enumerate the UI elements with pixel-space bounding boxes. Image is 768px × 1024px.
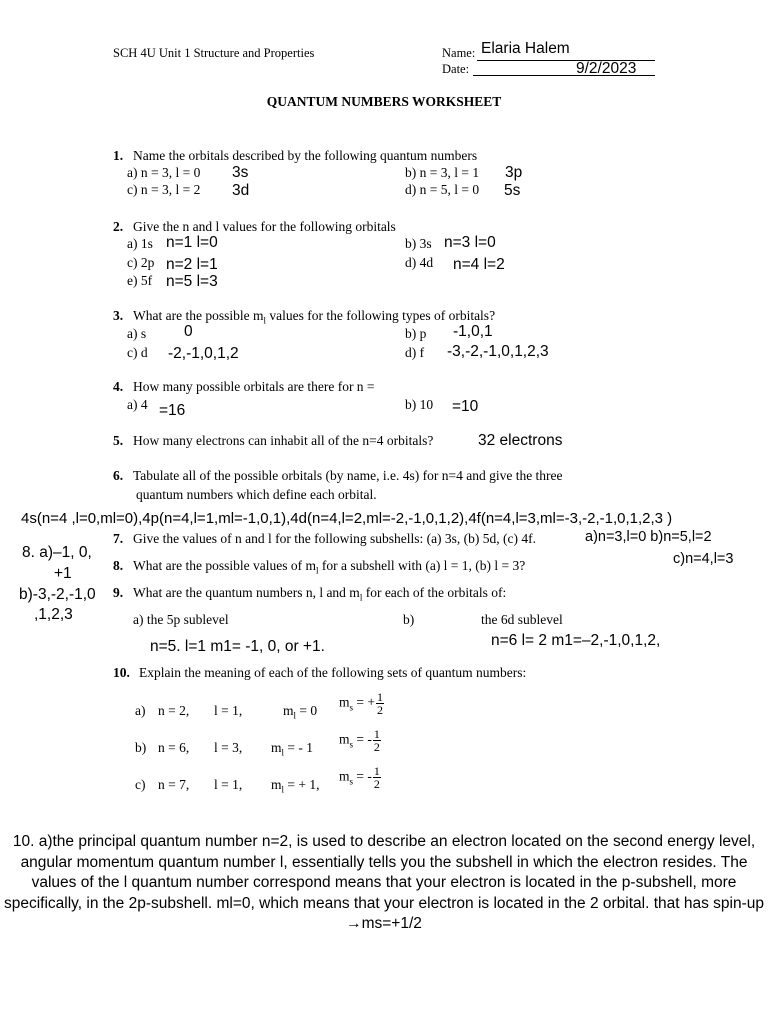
q1-a-answer: 3s [232,164,249,181]
q5-answer: 32 electrons [478,432,563,449]
q9-b-label: b) [403,612,415,627]
q2-b-answer: n=3 l=0 [444,234,496,251]
q8-answer-b1: b)-3,-2,-1,0 [19,586,96,603]
q1-b: b) n = 3, l = 1 [405,165,480,180]
q3-a: a) s [127,326,147,341]
q2-e: e) 5f [127,273,153,288]
q4-a-answer: =16 [159,402,186,419]
q2-e-answer: n=5 l=3 [166,273,218,290]
q4-text: How many possible orbitals are there for n = [133,379,375,394]
q1-c: c) n = 3, l = 2 [127,182,201,197]
q10-row-c: c) n = 7, l = 1, $m_l$ = + 1, $m_s$ = - $\frac{1}{2}$ [135,764,380,795]
date-value: 9/2/2023 [576,60,637,77]
q7-text: Give the values of n and l for the following subshells: (a) 3s, (b) 5d, (c) 4f. [133,531,537,546]
q7-answer-1: a)n=3,l=0 b)n=5,l=2 [585,529,712,545]
q3-number: 3. [113,308,124,323]
q1-b-answer: 3p [505,164,523,181]
q3-text: What are the possible $m_l$ values for the following types of orbitals? [133,308,496,326]
worksheet-title: QUANTUM NUMBERS WORKSHEET [266,94,502,109]
q6-line2: quantum numbers which define each orbital. [136,487,377,502]
q3-b: b) p [405,326,427,341]
q10-text: Explain the meaning of each of the following sets of quantum numbers: [139,665,527,680]
q10-number: 10. [113,665,130,680]
q3-c-answer: -2,-1,0,1,2 [168,345,239,362]
q6-line1: Tabulate all of the possible orbitals (by name, i.e. 4s) for n=4 and give the three [133,468,563,483]
q4-number: 4. [113,379,124,394]
q9-a: a) the 5p sublevel [133,612,229,627]
q10-row-b: b) n = 6, l = 3, $m_l$ = - 1 $m_s$ = - $\frac{1}{2}$ [135,727,380,758]
q10-answer-paragraph: 10. a)the principal quantum number n=2, is used to describe an electron located on the second energy level, angular momentum quantum number l, essentially tells you the subshell in which the electron resides. The values of the l quantum number correspond means that your electron is located in the p-subshell, more specifically, in the 2p-subshell. ml=0, which means that your electron is located in the 2 orbital. that has spin-up →ms=+1/2 [3,833,765,932]
q1-c-answer: 3d [232,182,250,199]
q2-b: b) 3s [405,236,432,251]
q3-d: d) f [405,345,425,360]
q2-d-answer: n=4 l=2 [453,256,505,273]
q10-row-a: a) n = 2, l = 1, $m_l = 0$ $m_s$ = + $\frac{1}{2}$ [135,690,384,721]
q5-text: How many electrons can inhabit all of the n=4 orbitals? [133,433,434,448]
q2-text: Give the n and l values for the following orbitals [133,219,396,234]
q8-text: What are the possible values of $m_l$ for a subshell with (a) l = 1, (b) l = 3? [133,558,526,576]
q8-answer-b2: ,1,2,3 [34,606,73,623]
q2-a-answer: n=1 l=0 [166,234,218,251]
q1-number: 1. [113,148,124,163]
q8-answer-a1: 8. a)–1, 0, [22,544,92,561]
q9-a-answer: n=5. l=1 m1= -1, 0, or +1. [150,638,325,655]
q2-a: a) 1s [127,236,153,251]
q1-d: d) n = 5, l = 0 [405,182,480,197]
q4-b: b) 10 [405,397,434,412]
q7-answer-2: c)n=4,l=3 [673,551,734,567]
q1-text: Name the orbitals described by the following quantum numbers [133,148,478,163]
date-label: Date: [442,62,470,76]
q9-b-text: the 6d sublevel [481,612,563,627]
q3-b-answer: -1,0,1 [453,323,493,340]
q1-a: a) n = 3, l = 0 [127,165,201,180]
q1-d-answer: 5s [504,182,521,199]
q8-number: 8. [113,558,124,573]
q7-number: 7. [113,531,124,546]
q4-b-answer: =10 [452,398,479,415]
q9-b-answer: n=6 l= 2 m1=–2,-1,0,1,2, [491,632,661,649]
q2-number: 2. [113,219,124,234]
q6-number: 6. [113,468,124,483]
course-header: SCH 4U Unit 1 Structure and Properties [113,46,315,60]
q3-d-answer: -3,-2,-1,0,1,2,3 [447,343,549,360]
name-value: Elaria Halem [481,40,570,57]
q2-d: d) 4d [405,255,434,270]
q6-answer: 4s(n=4 ,l=0,ml=0),4p(n=4,l=1,ml=-1,0,1),4d(n=4,l=2,ml=-2,-1,0,1,2),4f(n=4,l=3,ml=-3,-2,-1,0,1,2,3 ) [21,510,673,527]
q2-c-answer: n=2 l=1 [166,256,218,273]
name-label: Name: [442,46,476,60]
q4-a: a) 4 [127,397,148,412]
q2-c: c) 2p [127,255,155,270]
q5-number: 5. [113,433,124,448]
q8-answer-a2: +1 [54,565,72,582]
q9-text: What are the quantum numbers n, l and $m_l$ for each of the orbitals of: [133,585,507,603]
q3-c: c) d [127,345,148,360]
q3-a-answer: 0 [184,323,193,340]
q9-number: 9. [113,585,124,600]
